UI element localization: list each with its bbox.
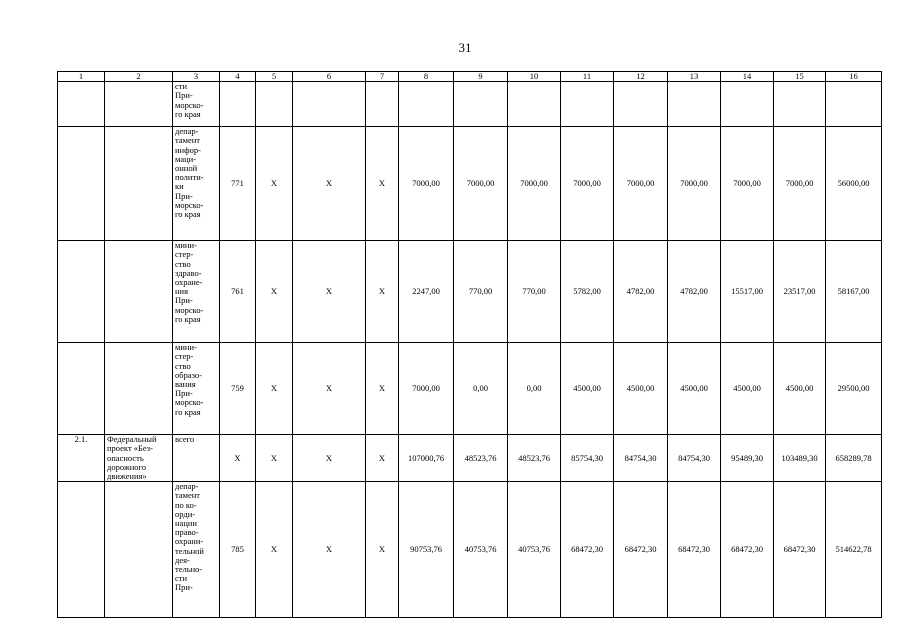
year-value-cell: 23517,00 [774,241,826,343]
year-value-cell: 4500,00 [561,343,614,435]
year-value-cell: 48523,76 [508,435,561,482]
col-header: 11 [561,72,614,82]
section-number-cell [58,127,105,241]
gr-code-cell: 761 [220,241,256,343]
code-cell: X [293,435,366,482]
code-cell: X [366,343,399,435]
col-header: 8 [399,72,454,82]
year-value-cell: 7000,00 [668,127,721,241]
responsible-executor-cell: депар- тамент по ко- орди- нации право- охрани- тельной дея- тельно- сти При- [173,482,220,618]
col-header: 12 [614,72,668,82]
year-value-cell: 85754,30 [561,435,614,482]
total-cell: 514622,78 [826,482,882,618]
total-cell [826,82,882,127]
section-number-cell [58,241,105,343]
page-number: 31 [458,40,472,55]
total-cell: 29500,00 [826,343,882,435]
year-value-cell: 84754,30 [668,435,721,482]
year-value-cell: 68472,30 [774,482,826,618]
responsible-executor-cell: сти При- морско- го края [173,82,220,127]
year-value-cell: 90753,76 [399,482,454,618]
year-value-cell: 770,00 [454,241,508,343]
year-value-cell: 7000,00 [508,127,561,241]
year-value-cell: 48523,76 [454,435,508,482]
code-cell: X [256,343,293,435]
section-number-cell [58,343,105,435]
year-value-cell: 4500,00 [614,343,668,435]
year-value-cell: 7000,00 [399,127,454,241]
code-cell: X [366,127,399,241]
year-value-cell: 107000,76 [399,435,454,482]
code-cell: X [366,482,399,618]
year-value-cell [399,82,454,127]
total-cell: 658289,78 [826,435,882,482]
section-name-cell [105,127,173,241]
col-header: 15 [774,72,826,82]
responsible-executor-cell: всего [173,435,220,482]
year-value-cell: 0,00 [454,343,508,435]
year-value-cell: 7000,00 [454,127,508,241]
code-cell: X [293,241,366,343]
total-cell: 56000,00 [826,127,882,241]
year-value-cell: 103489,30 [774,435,826,482]
code-cell [366,82,399,127]
year-value-cell: 68472,30 [561,482,614,618]
year-value-cell: 40753,76 [454,482,508,618]
gr-code-cell [220,82,256,127]
year-value-cell [561,82,614,127]
year-value-cell [614,82,668,127]
code-cell [293,82,366,127]
year-value-cell: 4500,00 [721,343,774,435]
col-header: 14 [721,72,774,82]
section-name-cell: Федеральный проект «Без- опасность дорожного движения» [105,435,173,482]
gr-code-cell: X [220,435,256,482]
section-name-cell [105,343,173,435]
responsible-executor-cell: мини- стер- ство здраво- охране- ния При- морско- го края [173,241,220,343]
code-cell: X [256,241,293,343]
year-value-cell: 770,00 [508,241,561,343]
year-value-cell: 7000,00 [614,127,668,241]
year-value-cell: 95489,30 [721,435,774,482]
code-cell: X [293,127,366,241]
section-number-cell [58,482,105,618]
year-value-cell: 7000,00 [561,127,614,241]
section-number-cell: 2.1. [58,435,105,482]
year-value-cell: 4500,00 [668,343,721,435]
year-value-cell: 68472,30 [668,482,721,618]
table-row [58,435,882,482]
year-value-cell [721,82,774,127]
gr-code-cell: 785 [220,482,256,618]
section-name-cell [105,482,173,618]
year-value-cell: 4782,00 [614,241,668,343]
year-value-cell: 7000,00 [774,127,826,241]
code-cell: X [366,241,399,343]
year-value-cell: 0,00 [508,343,561,435]
table-row [58,241,882,343]
col-header: 2 [105,72,173,82]
year-value-cell: 40753,76 [508,482,561,618]
year-value-cell [668,82,721,127]
responsible-executor-cell: мини- стер- ство образо- вания При- морско- го края [173,343,220,435]
col-header: 4 [220,72,256,82]
table-row [58,482,882,618]
section-name-cell [105,82,173,127]
year-value-cell: 2247,00 [399,241,454,343]
gr-code-cell: 771 [220,127,256,241]
table-row [58,343,882,435]
code-cell: X [366,435,399,482]
col-header: 1 [58,72,105,82]
code-cell: X [256,435,293,482]
year-value-cell: 7000,00 [721,127,774,241]
code-cell [256,82,293,127]
budget-table [57,71,882,618]
total-cell: 58167,00 [826,241,882,343]
col-header: 7 [366,72,399,82]
year-value-cell: 68472,30 [614,482,668,618]
year-value-cell: 84754,30 [614,435,668,482]
col-header: 9 [454,72,508,82]
col-header: 10 [508,72,561,82]
year-value-cell [454,82,508,127]
year-value-cell: 4500,00 [774,343,826,435]
col-header: 16 [826,72,882,82]
col-header: 6 [293,72,366,82]
col-header: 5 [256,72,293,82]
year-value-cell: 68472,30 [721,482,774,618]
column-number-row [58,72,882,82]
year-value-cell [774,82,826,127]
year-value-cell: 15517,00 [721,241,774,343]
year-value-cell: 4782,00 [668,241,721,343]
code-cell: X [293,343,366,435]
col-header: 3 [173,72,220,82]
gr-code-cell: 759 [220,343,256,435]
section-number-cell [58,82,105,127]
table-row [58,127,882,241]
year-value-cell [508,82,561,127]
code-cell: X [293,482,366,618]
year-value-cell: 5782,00 [561,241,614,343]
responsible-executor-cell: депар- тамент инфор- маци- онной полити- ки При- морско- го края [173,127,220,241]
year-value-cell: 7000,00 [399,343,454,435]
section-name-cell [105,241,173,343]
col-header: 13 [668,72,721,82]
code-cell: X [256,482,293,618]
code-cell: X [256,127,293,241]
table-row [58,82,882,127]
